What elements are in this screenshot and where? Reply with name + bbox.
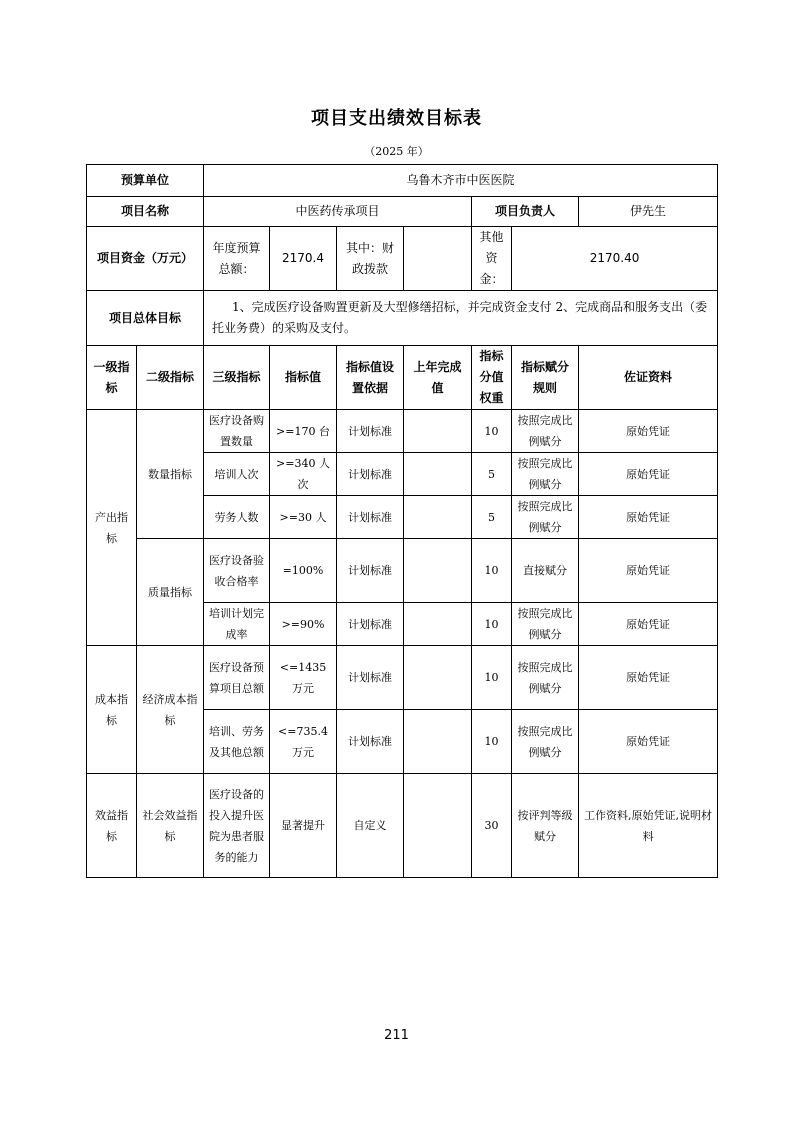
project-leader-value: 伊先生 bbox=[579, 197, 718, 227]
header-weight: 指标分值权重 bbox=[472, 346, 512, 410]
project-name-value: 中医药传承项目 bbox=[204, 197, 472, 227]
rule-cell: 按照完成比例赋分 bbox=[512, 453, 579, 496]
other-funds-label: 其他资金： bbox=[472, 227, 512, 291]
rule-cell: 按评判等级赋分 bbox=[512, 774, 579, 878]
level2-social-benefit: 社会效益指标 bbox=[137, 774, 204, 878]
project-leader-label: 项目负责人 bbox=[472, 197, 579, 227]
overall-goal-text: 1、完成医疗设备购置更新及大型修缮招标，并完成资金支付 2、完成商品和服务支出（委托业务费）的采购及支付。 bbox=[204, 291, 718, 346]
evidence-cell: 原始凭证 bbox=[579, 410, 718, 453]
weight-cell: 10 bbox=[472, 410, 512, 453]
value-cell: <=735.4 万元 bbox=[270, 710, 337, 774]
weight-cell: 10 bbox=[472, 539, 512, 603]
project-name-row bbox=[87, 197, 718, 227]
table-row bbox=[87, 539, 718, 603]
weight-cell: 5 bbox=[472, 453, 512, 496]
level2-economic-cost: 经济成本指标 bbox=[137, 646, 204, 774]
basis-cell: 计划标准 bbox=[337, 410, 404, 453]
rule-cell: 按照完成比例赋分 bbox=[512, 710, 579, 774]
evidence-cell: 原始凭证 bbox=[579, 646, 718, 710]
indicator-header-row bbox=[87, 346, 718, 410]
budget-unit-row bbox=[87, 165, 718, 197]
basis-cell: 计划标准 bbox=[337, 646, 404, 710]
basis-cell: 计划标准 bbox=[337, 453, 404, 496]
header-level2: 二级指标 bbox=[137, 346, 204, 410]
value-cell: >=90% bbox=[270, 603, 337, 646]
evidence-cell: 原始凭证 bbox=[579, 710, 718, 774]
prev-value-cell bbox=[404, 603, 472, 646]
prev-value-cell bbox=[404, 539, 472, 603]
project-name-label: 项目名称 bbox=[87, 197, 204, 227]
level3-cell: 劳务人数 bbox=[204, 496, 270, 539]
level3-cell: 医疗设备购置数量 bbox=[204, 410, 270, 453]
table-row bbox=[87, 774, 718, 878]
value-cell: 显著提升 bbox=[270, 774, 337, 878]
overall-goal-label: 项目总体目标 bbox=[87, 291, 204, 346]
rule-cell: 直接赋分 bbox=[512, 539, 579, 603]
evidence-cell: 工作资料,原始凭证,说明材料 bbox=[579, 774, 718, 878]
basis-cell: 计划标准 bbox=[337, 496, 404, 539]
rule-cell: 按照完成比例赋分 bbox=[512, 496, 579, 539]
header-level3: 三级指标 bbox=[204, 346, 270, 410]
other-funds-value: 2170.40 bbox=[512, 227, 718, 291]
budget-unit-label: 预算单位 bbox=[87, 165, 204, 197]
prev-value-cell bbox=[404, 774, 472, 878]
annual-budget-value: 2170.4 bbox=[270, 227, 337, 291]
basis-cell: 计划标准 bbox=[337, 710, 404, 774]
prev-value-cell bbox=[404, 496, 472, 539]
overall-goal-row bbox=[87, 291, 718, 346]
weight-cell: 5 bbox=[472, 496, 512, 539]
evidence-cell: 原始凭证 bbox=[579, 453, 718, 496]
evidence-cell: 原始凭证 bbox=[579, 496, 718, 539]
budget-unit-value: 乌鲁木齐市中医医院 bbox=[204, 165, 718, 197]
table-row bbox=[87, 410, 718, 453]
value-cell: >=170 台 bbox=[270, 410, 337, 453]
level2-quality: 质量指标 bbox=[137, 539, 204, 646]
header-evidence: 佐证资料 bbox=[579, 346, 718, 410]
evidence-cell: 原始凭证 bbox=[579, 603, 718, 646]
rule-cell: 按照完成比例赋分 bbox=[512, 646, 579, 710]
rule-cell: 按照完成比例赋分 bbox=[512, 410, 579, 453]
weight-cell: 10 bbox=[472, 646, 512, 710]
table-row bbox=[87, 646, 718, 710]
header-level1: 一级指标 bbox=[87, 346, 137, 410]
prev-value-cell bbox=[404, 646, 472, 710]
level3-cell: 培训计划完成率 bbox=[204, 603, 270, 646]
basis-cell: 计划标准 bbox=[337, 603, 404, 646]
weight-cell: 30 bbox=[472, 774, 512, 878]
level1-benefit: 效益指标 bbox=[87, 774, 137, 878]
weight-cell: 10 bbox=[472, 710, 512, 774]
level3-cell: 医疗设备的投入提升医院为患者服务的能力 bbox=[204, 774, 270, 878]
header-value: 指标值 bbox=[270, 346, 337, 410]
evidence-cell: 原始凭证 bbox=[579, 539, 718, 603]
header-rule: 指标赋分规则 bbox=[512, 346, 579, 410]
level1-cost: 成本指标 bbox=[87, 646, 137, 774]
value-cell: >=30 人 bbox=[270, 496, 337, 539]
fiscal-allocation-value bbox=[404, 227, 472, 291]
prev-value-cell bbox=[404, 710, 472, 774]
value-cell: <=1435 万元 bbox=[270, 646, 337, 710]
rule-cell: 按照完成比例赋分 bbox=[512, 603, 579, 646]
fiscal-allocation-label: 其中：财政拨款 bbox=[337, 227, 404, 291]
level2-quantity: 数量指标 bbox=[137, 410, 204, 539]
header-prev-value: 上年完成值 bbox=[404, 346, 472, 410]
basis-cell: 自定义 bbox=[337, 774, 404, 878]
header-basis: 指标值设置依据 bbox=[337, 346, 404, 410]
annual-budget-label: 年度预算总额： bbox=[204, 227, 270, 291]
value-cell: >=340 人次 bbox=[270, 453, 337, 496]
level3-cell: 培训人次 bbox=[204, 453, 270, 496]
prev-value-cell bbox=[404, 410, 472, 453]
basis-cell: 计划标准 bbox=[337, 539, 404, 603]
funds-label: 项目资金（万元） bbox=[87, 227, 204, 291]
weight-cell: 10 bbox=[472, 603, 512, 646]
funds-row bbox=[87, 227, 718, 291]
value-cell: =100% bbox=[270, 539, 337, 603]
performance-target-table bbox=[86, 164, 718, 878]
page-number: 211 bbox=[384, 1028, 409, 1043]
page-title: 项目支出绩效目标表 bbox=[311, 108, 482, 129]
level3-cell: 医疗设备预算项目总额 bbox=[204, 646, 270, 710]
level1-output: 产出指标 bbox=[87, 410, 137, 646]
level3-cell: 医疗设备验收合格率 bbox=[204, 539, 270, 603]
year-label: （2025 年） bbox=[364, 145, 429, 158]
level3-cell: 培训、劳务及其他总额 bbox=[204, 710, 270, 774]
prev-value-cell bbox=[404, 453, 472, 496]
